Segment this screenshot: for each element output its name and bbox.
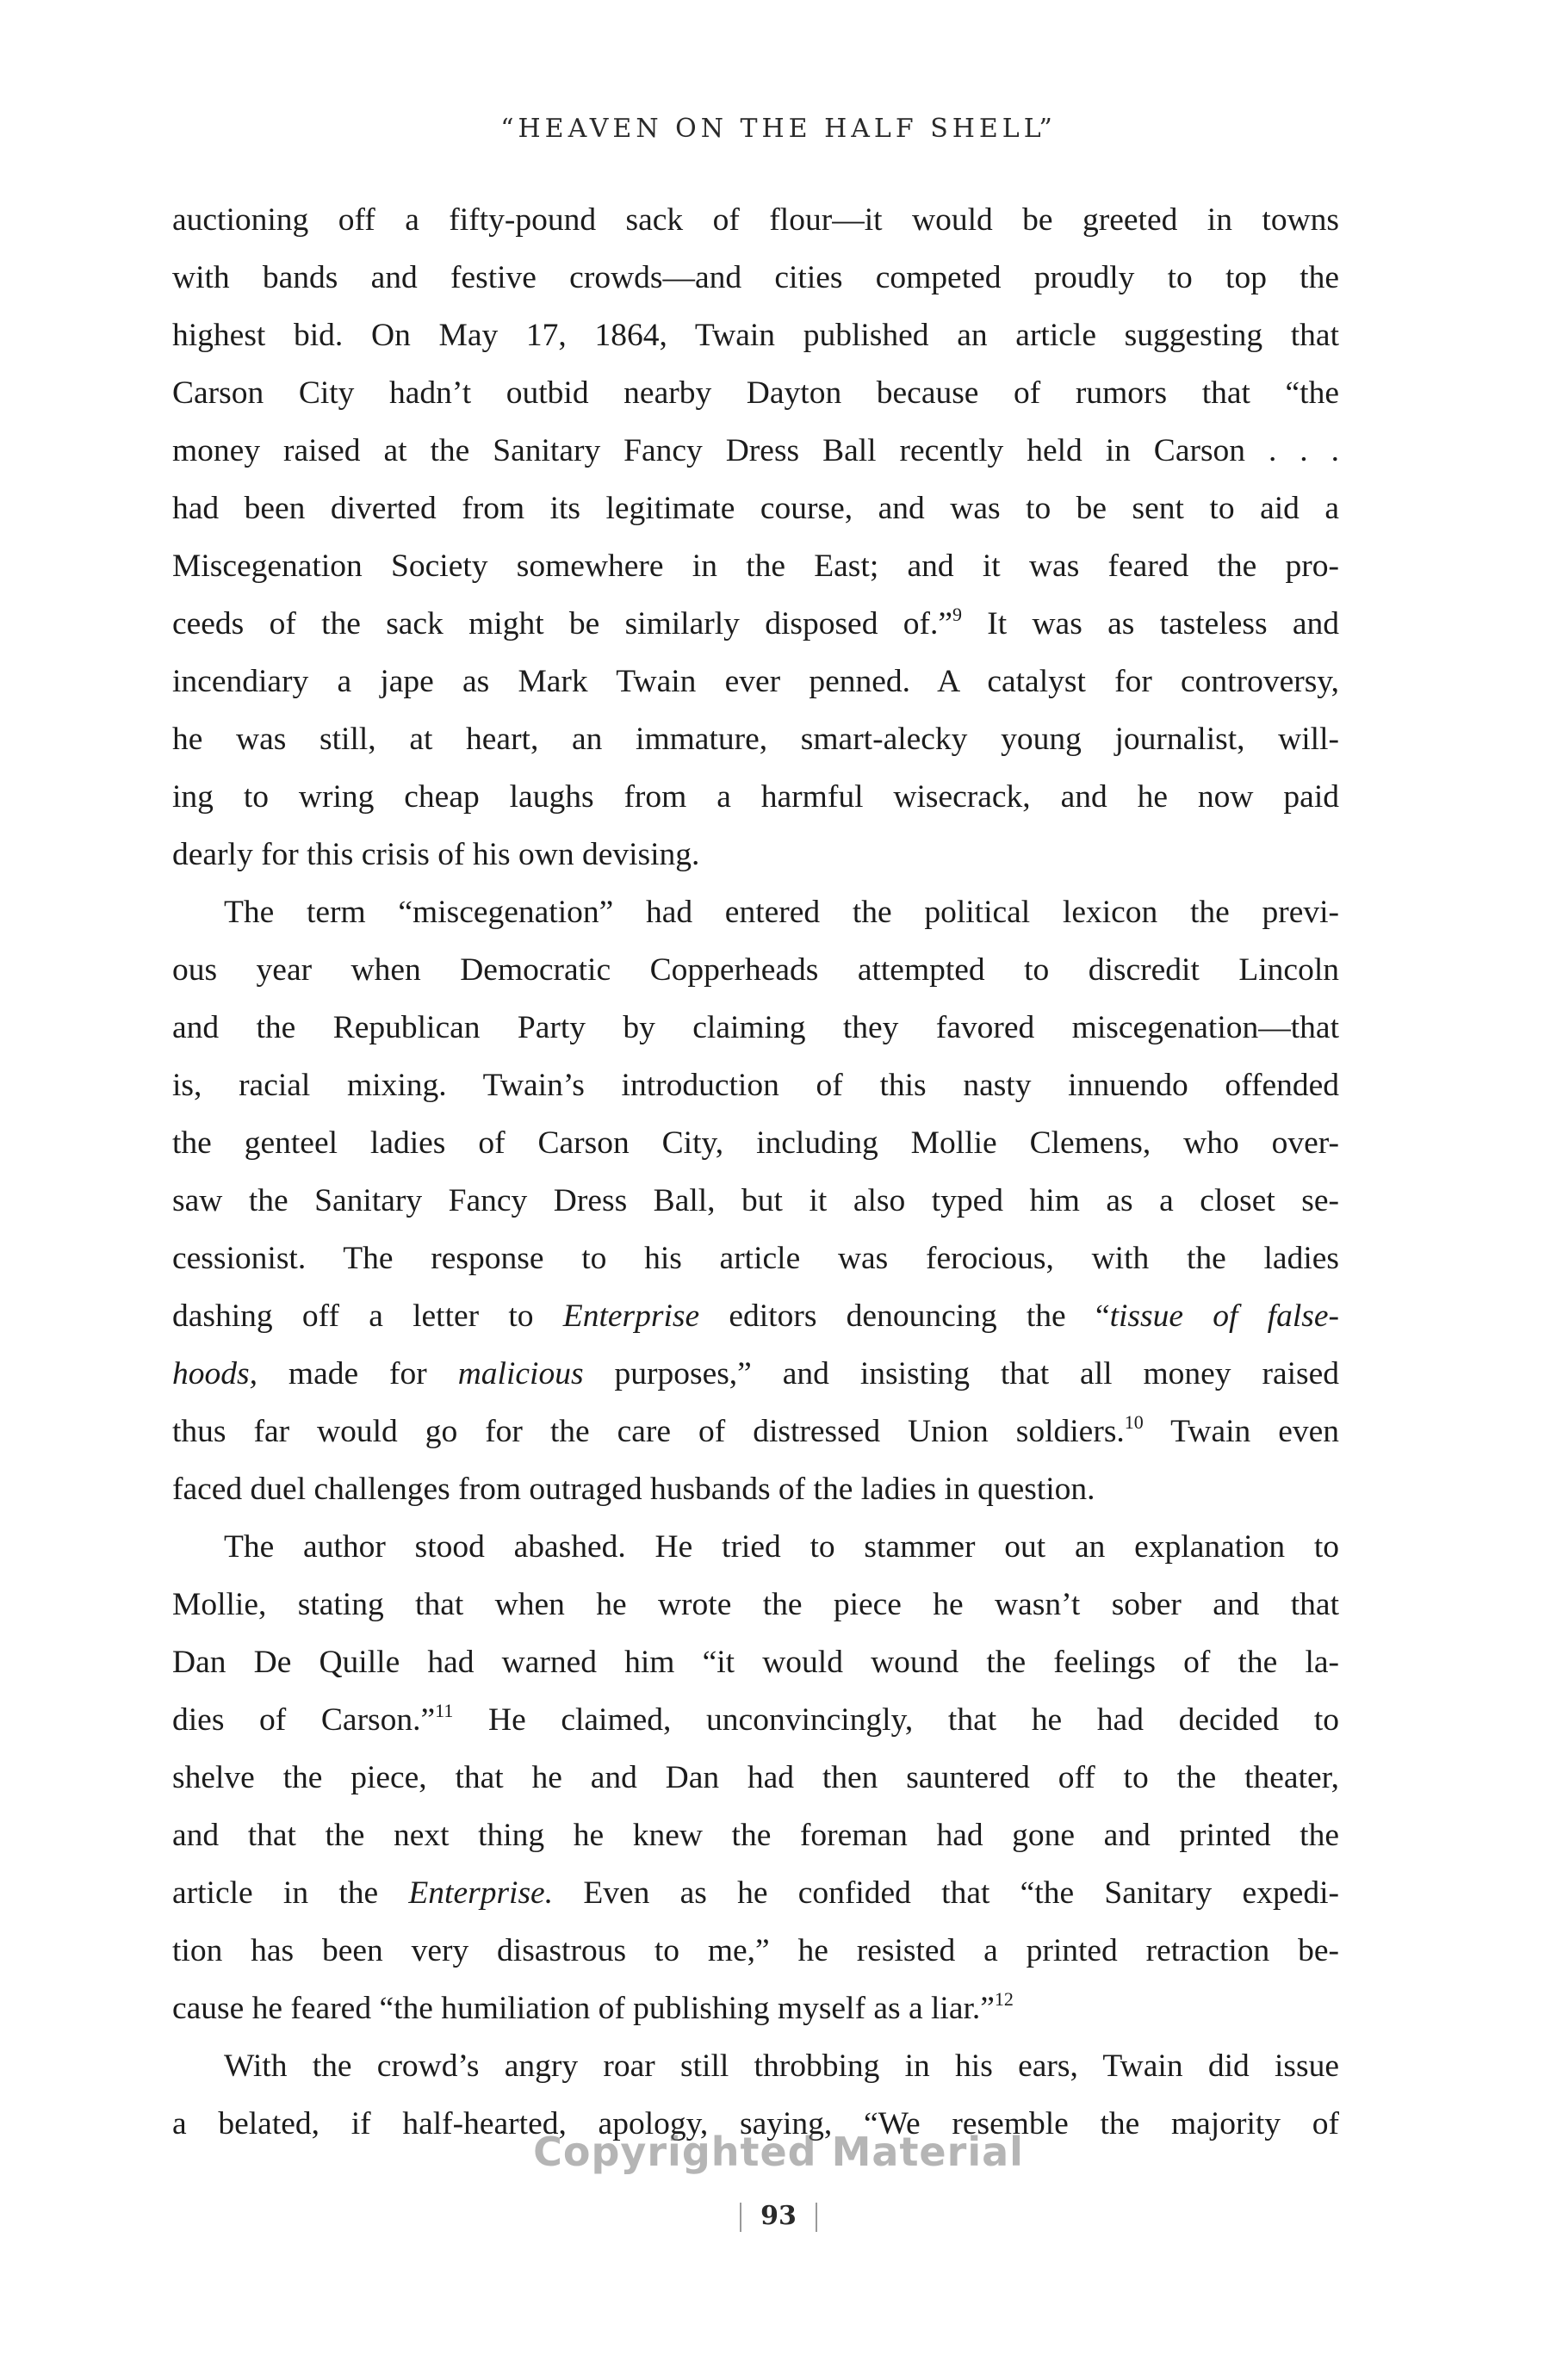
text-line xyxy=(172,1172,1339,1230)
line-text: cause he feared “the humiliation of publishing myself as a liar.” xyxy=(172,1991,995,2026)
italic-text: hoods, xyxy=(172,1356,257,1391)
text-line xyxy=(172,1518,1339,1576)
text-line xyxy=(172,1057,1339,1114)
page-number-folio xyxy=(0,2201,1557,2232)
footnote-marker: 11 xyxy=(435,1699,454,1721)
text-line xyxy=(172,307,1339,364)
line-text: shelve the piece, that he and Dan had then sauntered off to the theater, xyxy=(172,1760,1339,1795)
line-text: incendiary a jape as Mark Twain ever penned. A catalyst for controversy, xyxy=(172,664,1339,699)
text-line xyxy=(172,1403,1339,1460)
line-text: Dan De Quille had warned him “it would wound the feelings of the la- xyxy=(172,1645,1339,1680)
body-text xyxy=(172,191,1339,2153)
line-text: editors denouncing the “ xyxy=(699,1298,1110,1334)
text-line xyxy=(172,883,1339,941)
text-line xyxy=(172,191,1339,249)
line-text: money raised at the Sanitary Fancy Dress Ball recently held in Carson . . . xyxy=(172,433,1339,468)
footnote-marker: 9 xyxy=(952,603,962,625)
line-text: He claimed, unconvincingly, that he had decided to xyxy=(453,1702,1339,1738)
line-text: With the crowd’s angry roar still throbbing in his ears, Twain did issue xyxy=(224,2048,1339,2084)
text-line xyxy=(172,1114,1339,1172)
line-text: auctioning off a fifty-pound sack of flour—it would be greeted in towns xyxy=(172,202,1339,238)
line-text: tion has been very disastrous to me,” he resisted a printed retraction be- xyxy=(172,1933,1339,1968)
text-line xyxy=(172,1230,1339,1287)
line-text: article in the xyxy=(172,1875,409,1911)
line-text: purposes,” and insisting that all money raised xyxy=(583,1356,1339,1391)
line-text: The term “miscegenation” had entered the political lexicon the previ- xyxy=(224,895,1339,930)
italic-text: Enterprise xyxy=(562,1298,700,1334)
line-text: dearly for this crisis of his own devising. xyxy=(172,837,700,872)
line-text: a belated, if half-hearted, apology, saying, “We resemble the majority of xyxy=(172,2106,1339,2141)
line-text: Twain even xyxy=(1143,1414,1339,1449)
text-line xyxy=(172,768,1339,826)
folio-divider-right xyxy=(816,2203,817,2232)
text-line xyxy=(172,1345,1339,1403)
text-line xyxy=(172,710,1339,768)
footnote-marker: 10 xyxy=(1124,1410,1144,1433)
copyright-watermark: Copyrighted Material xyxy=(533,2129,1024,2175)
italic-text: malicious xyxy=(457,1356,584,1391)
text-line xyxy=(172,826,1339,883)
line-text: he was still, at heart, an immature, smart-alecky young journalist, will- xyxy=(172,722,1339,757)
text-line xyxy=(172,1864,1339,1922)
text-line xyxy=(172,1633,1339,1691)
text-line xyxy=(172,537,1339,595)
line-text: the genteel ladies of Carson City, including Mollie Clemens, who over- xyxy=(172,1125,1339,1161)
line-text: thus far would go for the care of distressed Union soldiers. xyxy=(172,1414,1125,1449)
line-text: It was as tasteless and xyxy=(961,606,1339,641)
line-text: highest bid. On May 17, 1864, Twain published an article suggesting that xyxy=(172,318,1339,353)
text-line xyxy=(172,653,1339,710)
line-text: The author stood abashed. He tried to stammer out an explanation to xyxy=(224,1529,1339,1565)
italic-text: Enterprise. xyxy=(408,1875,554,1911)
text-line xyxy=(172,1922,1339,1980)
line-text: cessionist. The response to his article was ferocious, with the ladies xyxy=(172,1241,1339,1276)
running-head: “HEAVEN ON THE HALF SHELL” xyxy=(500,114,1057,144)
text-line xyxy=(172,999,1339,1057)
italic-text: tissue of false- xyxy=(1109,1298,1339,1334)
text-line xyxy=(172,941,1339,999)
line-text: Carson City hadn’t outbid nearby Dayton because of rumors that “the xyxy=(172,375,1339,411)
text-line xyxy=(172,1807,1339,1864)
folio-divider-left xyxy=(740,2203,741,2232)
line-text: is, racial mixing. Twain’s introduction of this nasty innuendo offended xyxy=(172,1068,1339,1103)
line-text: dies of Carson.” xyxy=(172,1702,436,1738)
line-text: ceeds of the sack might be similarly disposed of.” xyxy=(172,606,952,641)
line-text: ous year when Democratic Copperheads attempted to discredit Lincoln xyxy=(172,952,1339,988)
line-text: Even as he confided that “the Sanitary expedi- xyxy=(553,1875,1339,1911)
line-text: made for xyxy=(257,1356,458,1391)
text-line xyxy=(172,1980,1339,2037)
line-text: had been diverted from its legitimate course, and was to be sent to aid a xyxy=(172,491,1339,526)
text-line xyxy=(172,422,1339,480)
text-line xyxy=(172,364,1339,422)
page-number: 93 xyxy=(760,2201,797,2231)
text-line xyxy=(172,595,1339,653)
text-line xyxy=(172,1749,1339,1807)
text-line xyxy=(172,480,1339,537)
line-text: with bands and festive crowds—and cities competed proudly to top the xyxy=(172,260,1339,295)
text-line xyxy=(172,2037,1339,2095)
footnote-marker: 12 xyxy=(994,1987,1014,2010)
text-line xyxy=(172,1691,1339,1749)
text-line xyxy=(172,1576,1339,1633)
line-text: and that the next thing he knew the foreman had gone and printed the xyxy=(172,1818,1339,1853)
text-line xyxy=(172,1460,1339,1518)
line-text: Miscegenation Society somewhere in the East; and it was feared the pro- xyxy=(172,549,1339,584)
line-text: faced duel challenges from outraged husbands of the ladies in question. xyxy=(172,1472,1095,1507)
text-line xyxy=(172,1287,1339,1345)
line-text: ing to wring cheap laughs from a harmful wisecrack, and he now paid xyxy=(172,779,1339,815)
line-text: Mollie, stating that when he wrote the piece he wasn’t sober and that xyxy=(172,1587,1339,1622)
line-text: and the Republican Party by claiming they favored miscegenation—that xyxy=(172,1010,1339,1045)
line-text: dashing off a letter to xyxy=(172,1298,563,1334)
text-line xyxy=(172,249,1339,307)
line-text: saw the Sanitary Fancy Dress Ball, but it also typed him as a closet se- xyxy=(172,1183,1339,1218)
